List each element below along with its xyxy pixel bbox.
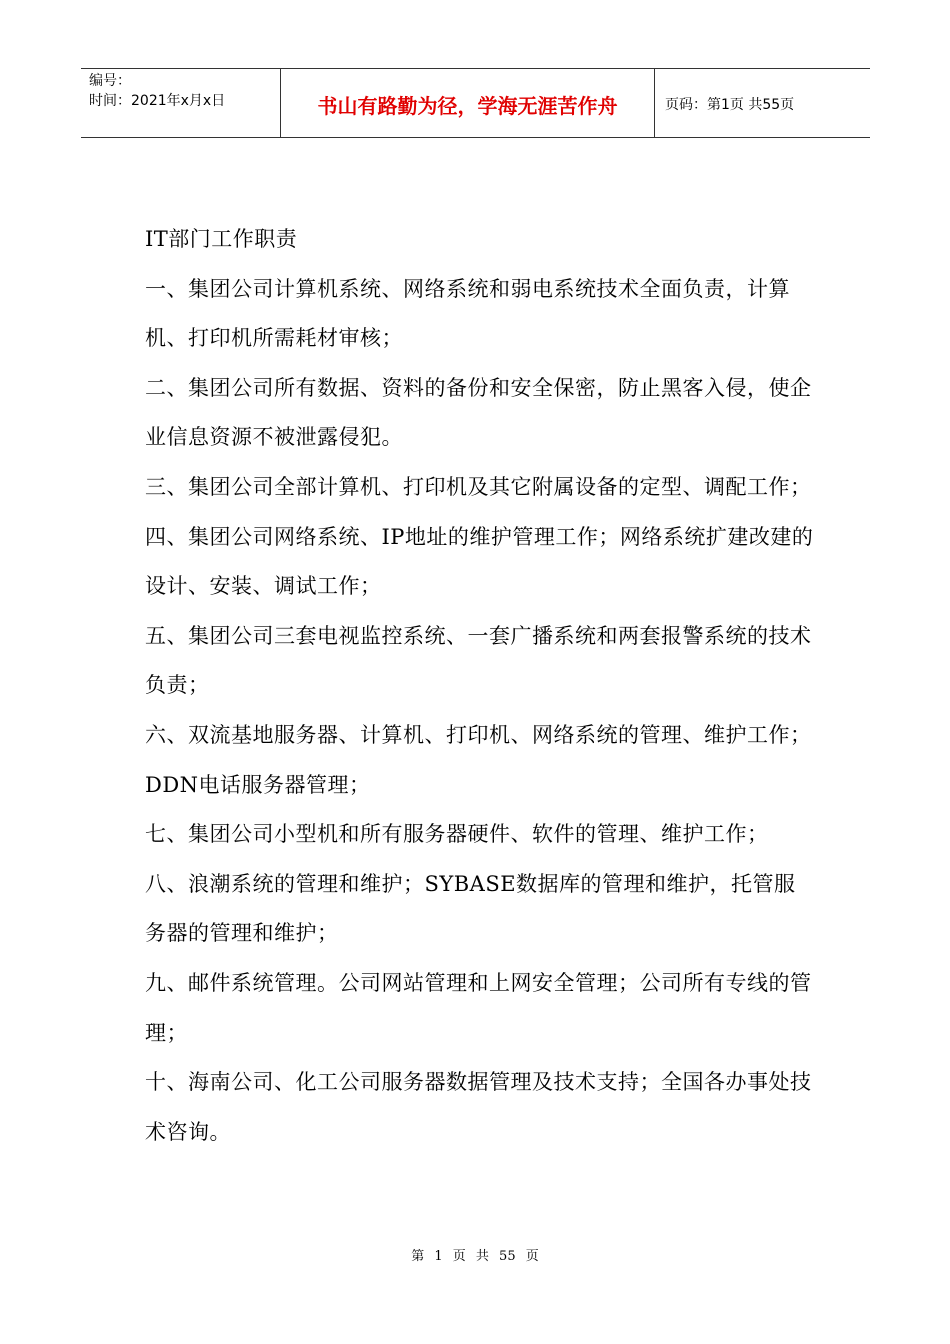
duty-item-9: 九、邮件系统管理。公司网站管理和上网安全管理；公司所有专线的管理； (145, 970, 812, 1045)
duty-item-1: 一、集团公司计算机系统、网络系统和弱电系统技术全面负责，计算机、打印机所需耗材审核； (145, 276, 790, 351)
document-title: IT部门工作职责 (145, 227, 298, 251)
duty-item-2: 二、集团公司所有数据、资料的备份和安全保密，防止黑客入侵，使企业信息资源不被泄露侵犯。 (145, 375, 812, 450)
document-body (145, 215, 815, 1157)
duty-item-4: 四、集团公司网络系统、IP地址的维护管理工作；网络系统扩建改建的设计、安装、调试工作； (145, 524, 814, 599)
header-meta (81, 69, 281, 137)
header-motto: 书山有路勤为径，学海无涯苦作舟 (281, 69, 655, 137)
duty-item-3: 三、集团公司全部计算机、打印机及其它附属设备的定型、调配工作； (145, 474, 812, 499)
number-label: 编号： (89, 73, 131, 89)
date-label: 时间：2021年x月x日 (89, 93, 226, 109)
page-footer: 第 1 页 共 55 页 (411, 1249, 539, 1264)
duty-item-7: 七、集团公司小型机和所有服务器硬件、软件的管理、维护工作； (145, 822, 769, 847)
page-header (81, 68, 870, 138)
duty-item-5: 五、集团公司三套电视监控系统、一套广播系统和两套报警系统的技术负责； (145, 623, 812, 698)
duty-item-6: 六、双流基地服务器、计算机、打印机、网络系统的管理、维护工作；DDN电话服务器管理； (145, 722, 812, 797)
duty-item-8: 八、浪潮系统的管理和维护；SYBASE数据库的管理和维护，托管服务器的管理和维护； (145, 871, 796, 946)
duty-item-10: 十、海南公司、化工公司服务器数据管理及技术支持；全国各办事处技术咨询。 (145, 1070, 812, 1144)
header-page-code: 页码：第1页 共55页 (665, 97, 795, 113)
